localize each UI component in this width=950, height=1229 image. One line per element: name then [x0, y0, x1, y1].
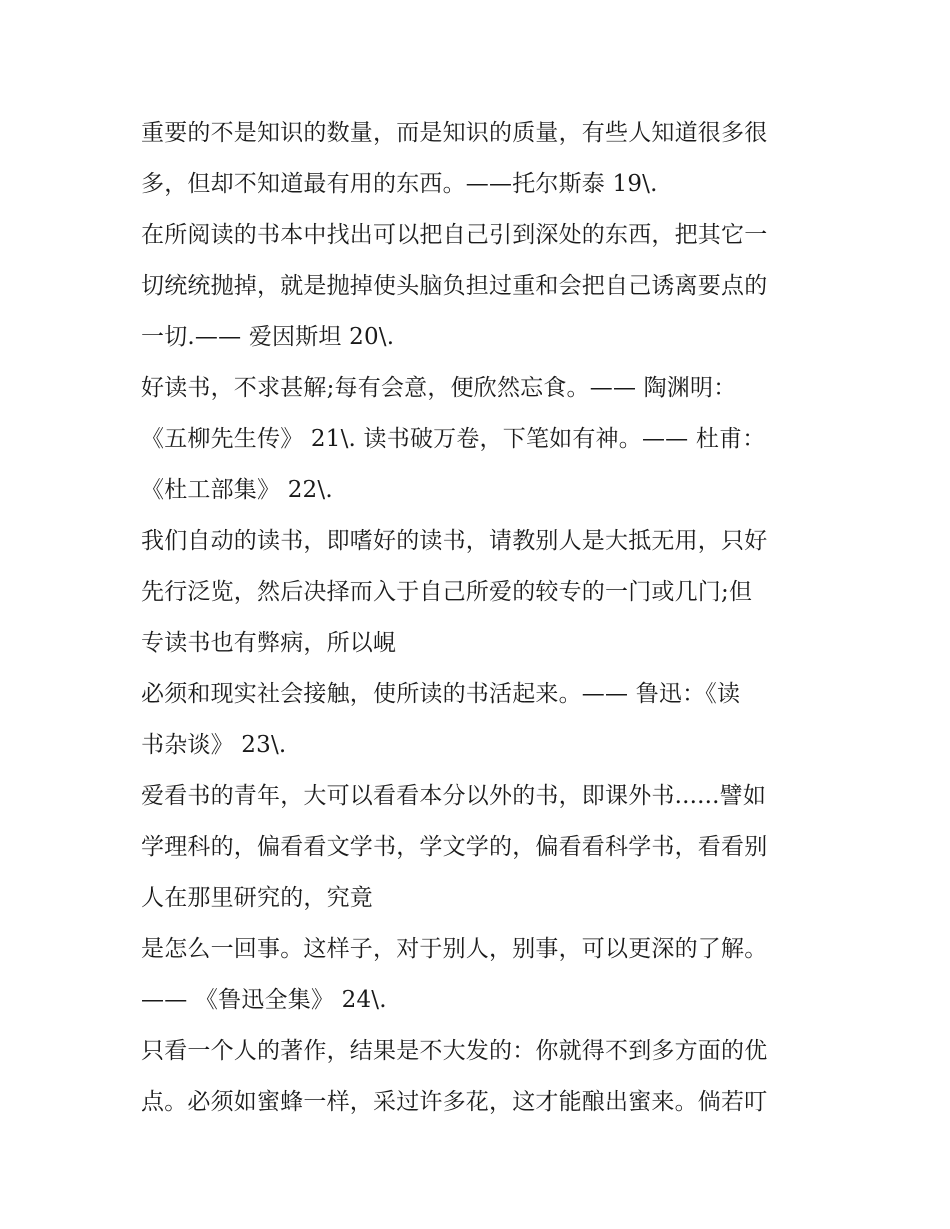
text-line: 点。必须如蜜蜂一样，采过许多花，这才能酿出蜜来。倘若叮 — [141, 1089, 768, 1115]
text-line: 是怎么一回事。这样子，对于别人，别事，可以更深的了解。 — [141, 936, 768, 962]
text-line: 专读书也有弊病，所以峴 — [141, 630, 397, 656]
text-line: 在所阅读的书本中找出可以把自己引到深处的东西，把其它一 — [141, 222, 768, 248]
text-line: 《杜工部集》 22\. — [141, 477, 333, 503]
text-line: 学理科的，偏看看文学书，学文学的，偏看看科学书，看看别 — [141, 834, 768, 860]
text-line: 只看一个人的著作，结果是不大发的：你就得不到多方面的优 — [141, 1038, 768, 1064]
text-line: 先行泛览，然后决择而入于自己所爱的较专的一门或几门;但 — [141, 579, 753, 605]
document-body — [141, 108, 821, 1128]
text-line: 一切.—— 爱因斯坦 20\. — [141, 324, 395, 350]
text-line: 必须和现实社会接触，使所读的书活起来。—— 鲁迅：《读 — [141, 681, 741, 707]
text-line: 切统统抛掉，就是抛掉使头脑负担过重和会把自己诱离要点的 — [141, 273, 768, 299]
text-line: 我们自动的读书，即嗜好的读书，请教别人是大抵无用，只好 — [141, 528, 768, 554]
text-line: 多，但却不知道最有用的东西。——托尔斯泰 19\. — [141, 171, 658, 197]
text-line: 书杂谈》 23\. — [141, 732, 287, 758]
text-line: 好读书，不求甚解;每有会意，便欣然忘食。—— 陶渊明： — [141, 375, 737, 401]
text-line: 重要的不是知识的数量，而是知识的质量，有些人知道很多很 — [141, 120, 768, 146]
text-line: 人在那里研究的，究竟 — [141, 885, 373, 911]
text-line: 《五柳先生传》 21\. 读书破万卷，下笔如有神。—— 杜甫： — [141, 426, 766, 452]
text-line: 爱看书的青年，大可以看看本分以外的书，即课外书......譬如 — [141, 783, 767, 809]
text-line: —— 《鲁迅全集》 24\. — [141, 987, 387, 1013]
